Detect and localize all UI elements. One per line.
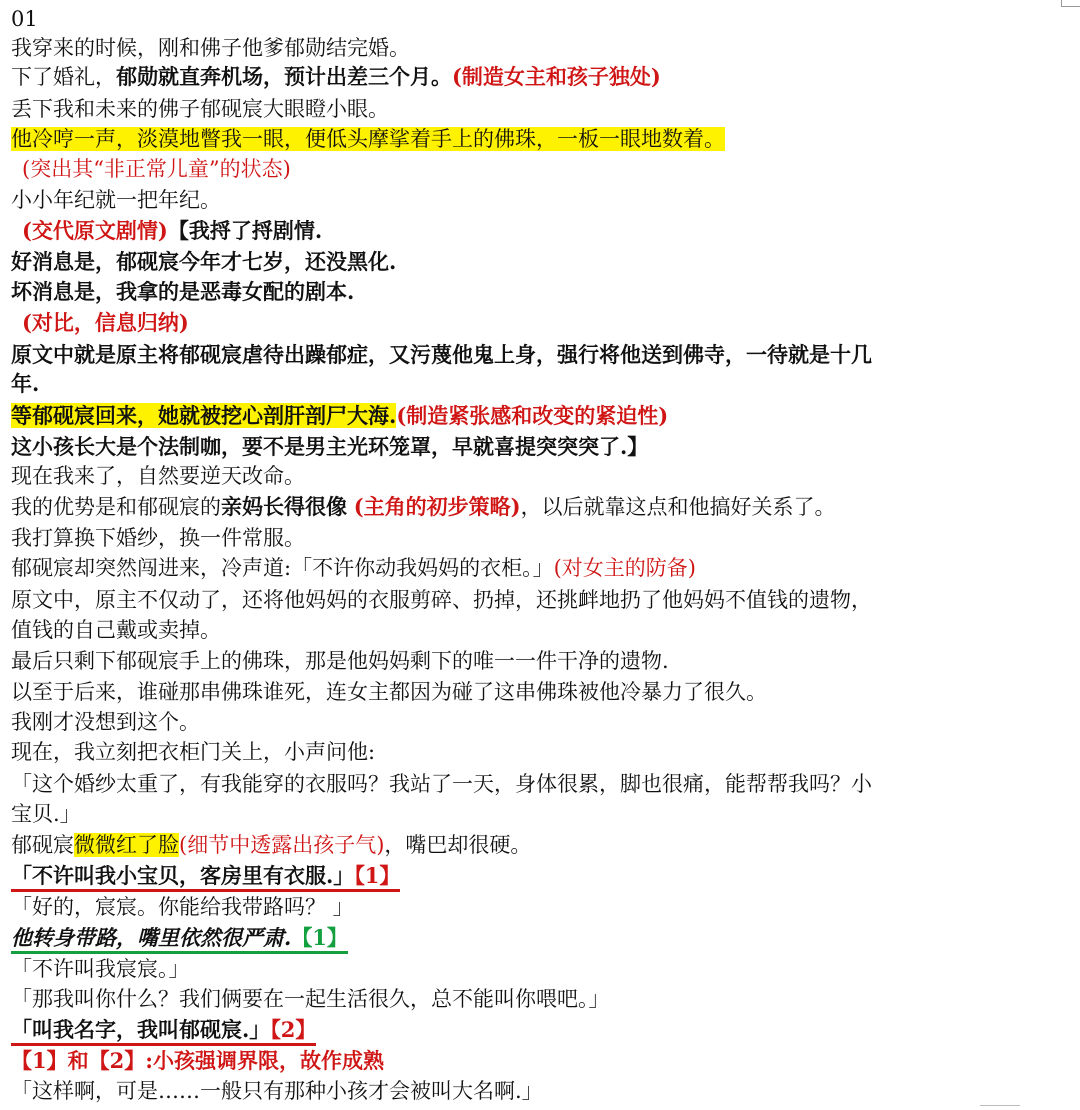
paragraph-continuation: 值钱的自己戴或卖掉。 (11, 618, 221, 642)
annotation: (主角的初步策略) (353, 494, 521, 519)
paragraph-continuation: 年. (11, 371, 40, 396)
dialogue-line: 「那我叫你什么？我们俩要在一起生活很久，总不能叫你喂吧。」 (11, 987, 610, 1011)
paragraph (11, 62, 661, 92)
paragraph: 这小孩长大是个法制咖，要不是男主光环笼罩，早就喜提突突突了.】 (11, 434, 649, 459)
underlined-dialogue (11, 863, 400, 892)
marker-1: 【1】 (291, 925, 348, 950)
paragraph (11, 492, 836, 522)
paragraph: 坏消息是，我拿的是恶毒女配的剧本. (11, 279, 355, 304)
page-corner-mark (1061, 0, 1080, 7)
page-edge-mark (980, 1105, 1020, 1110)
chapter-number: 01 (11, 7, 38, 31)
underlined-text (11, 925, 348, 954)
dialogue-line (11, 1015, 316, 1045)
paragraph: 以至于后来，谁碰那串佛珠谁死，连女主都因为碰了这串佛珠被他冷暴力了很久。 (11, 680, 767, 704)
annotation (22, 154, 291, 184)
dialogue-text: 「叫我名字，我叫郁砚宸.」 (11, 1017, 271, 1042)
annotation-text: (突出其“非正常儿童”的状态) (22, 157, 291, 181)
text-run: ，嘴巴却很硬。 (384, 833, 532, 857)
paragraph: 「这个婚纱太重了，有我能穿的衣服吗？我站了一天，身体很累，脚也很痛，能帮帮我吗？小 (11, 772, 872, 796)
text-run: ，以后就靠这点和他搞好关系了。 (520, 495, 836, 519)
text-run: 我的优势是和郁砚宸的 (11, 495, 221, 519)
bold-text: 【我捋了捋剧情. (167, 218, 323, 243)
text-run: 郁砚宸却突然闯进来，冷声道:「不许你动我妈妈的衣柜。」 (11, 556, 554, 580)
paragraph (11, 830, 531, 860)
dialogue-line: 「这样啊，可是……一般只有那种小孩才会被叫大名啊.」 (11, 1079, 543, 1103)
paragraph: 好消息是，郁砚宸今年才七岁，还没黑化. (11, 249, 397, 274)
annotation: 【1】和【2】:小孩强调界限，故作成熟 (11, 1048, 384, 1073)
annotation: (对女主的防备) (553, 556, 696, 580)
dialogue-line: 「好的，宸宸。你能给我带路吗？ 」 (11, 895, 354, 919)
paragraph: 最后只剩下郁砚宸手上的佛珠，那是他妈妈剩下的唯一一件干净的遗物. (11, 649, 669, 673)
highlighted-text: 微微红了脸 (74, 833, 179, 857)
highlighted-text: 他冷哼一声，淡漠地瞥我一眼，便低头摩挲着手上的佛珠，一板一眼地数着。 (11, 127, 725, 151)
paragraph (11, 923, 348, 953)
paragraph-continuation: 宝贝.」 (11, 802, 81, 826)
paragraph (11, 124, 725, 154)
underlined-dialogue (11, 1017, 316, 1046)
marker-2: 【2】 (270, 1017, 317, 1042)
text-run: 下了婚礼， (11, 65, 116, 89)
paragraph (11, 401, 668, 431)
paragraph: 我打算换下婚纱，换一件常服。 (11, 526, 305, 550)
marker-1: 【1】 (354, 863, 401, 888)
paragraph: 丢下我和未来的佛子郁砚宸大眼瞪小眼。 (11, 97, 389, 121)
paragraph (22, 216, 322, 246)
text-run: 郁砚宸 (11, 833, 74, 857)
annotation: (交代原文剧情) (22, 218, 168, 243)
bold-text: 亲妈长得很像 (221, 494, 347, 519)
annotation: (细节中透露出孩子气) (179, 833, 385, 857)
italic-text: 他转身带路，嘴里依然很严肃. (11, 925, 292, 950)
paragraph: 原文中就是原主将郁砚宸虐待出躁郁症，又污蔑他鬼上身，强行将他送到佛寺，一待就是十几 (11, 342, 872, 367)
paragraph: 小小年纪就一把年纪。 (11, 188, 221, 212)
paragraph: 现在，我立刻把衣柜门关上，小声问他: (11, 740, 376, 764)
dialogue-line: 「不许叫我宸宸。」 (11, 957, 190, 981)
paragraph: 现在我来了，自然要逆天改命。 (11, 464, 305, 488)
annotation: (制造女主和孩子独处) (452, 64, 661, 89)
paragraph: 原文中，原主不仅动了，还将他妈妈的衣服剪碎、扔掉，还挑衅地扔了他妈妈不值钱的遗物， (11, 588, 872, 612)
paragraph: 我刚才没想到这个。 (11, 710, 200, 734)
paragraph: 我穿来的时候，刚和佛子他爹郁勋结完婚。 (11, 36, 410, 60)
annotation: (制造紧张感和改变的紧迫性) (396, 403, 669, 428)
bold-text: 郁勋就直奔机场，预计出差三个月。 (116, 64, 452, 89)
highlighted-text: 等郁砚宸回来，她就被挖心剖肝剖尸大海. (11, 403, 397, 428)
dialogue-line (11, 861, 400, 891)
paragraph (11, 553, 696, 583)
dialogue-text: 「不许叫我小宝贝，客房里有衣服.」 (11, 863, 355, 888)
annotation: (对比，信息归纳) (22, 310, 189, 335)
